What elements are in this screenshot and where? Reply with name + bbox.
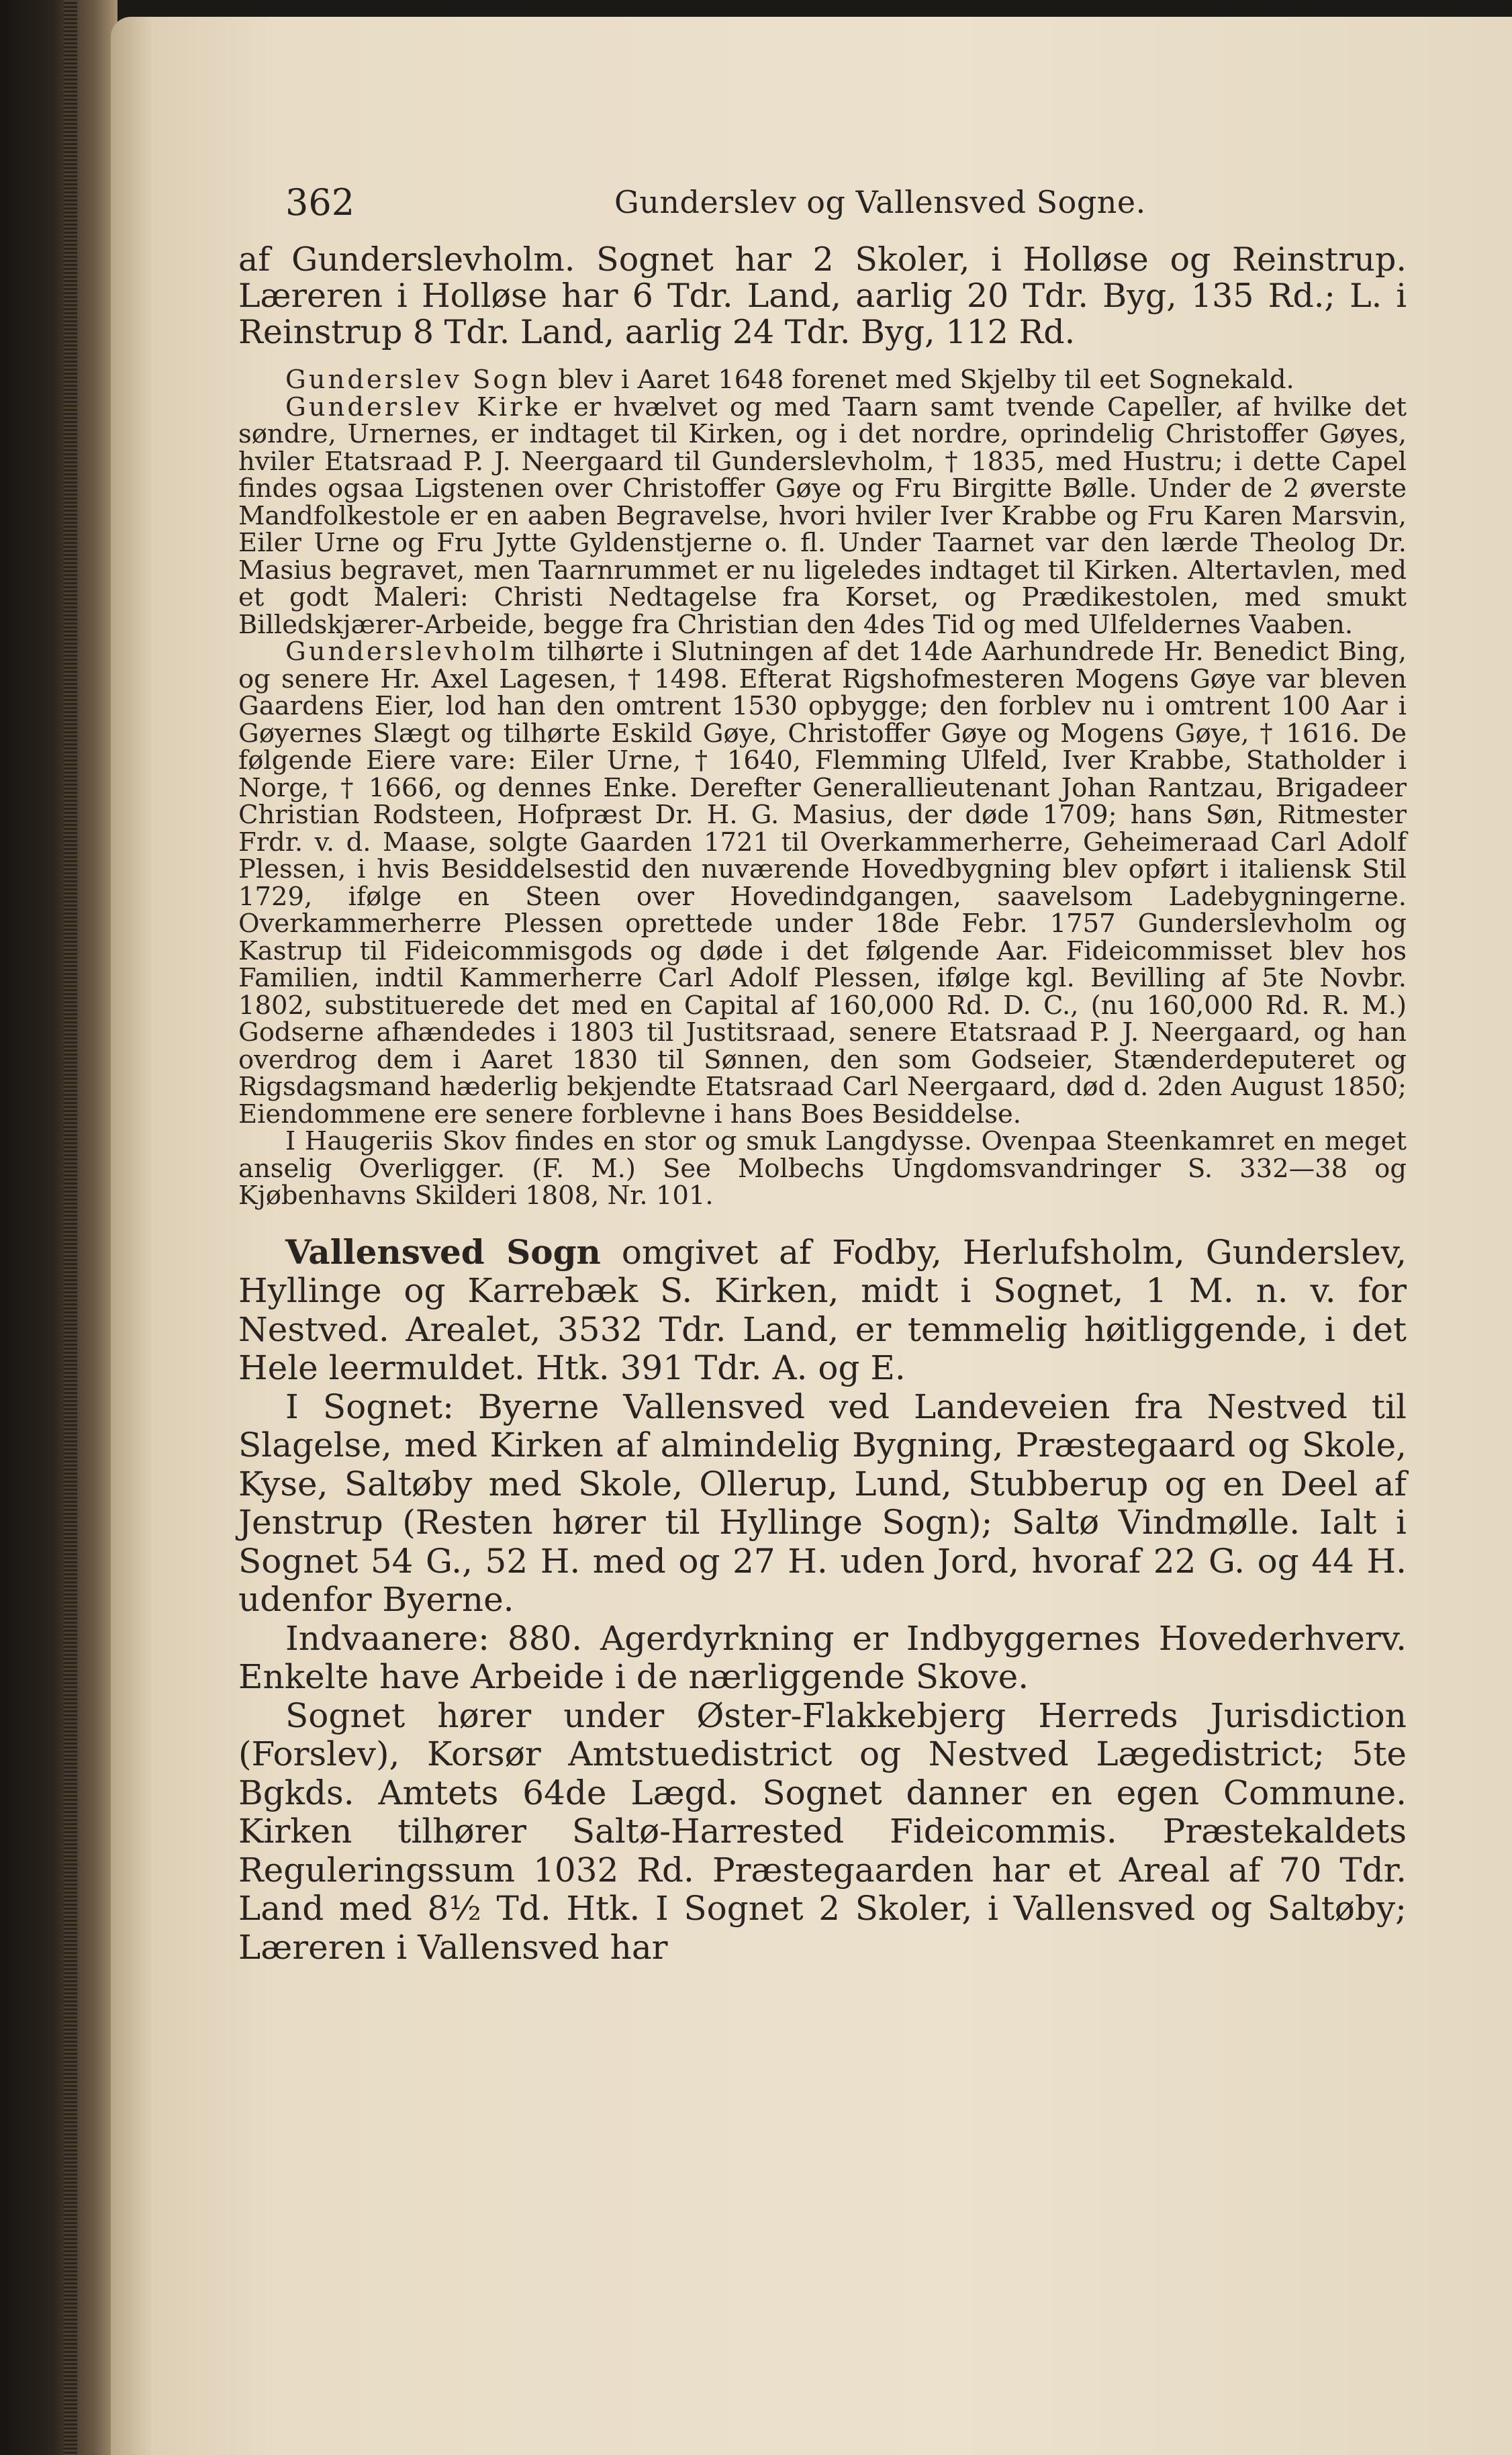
page-edges [64, 0, 77, 2455]
paragraph-gunderslevholm: Gunderslevholm tilhørte i Slutningen af det 14de Aarhundrede Hr. Benedict Bing, og senere Hr. Axel Lagesen, † 1498. Efterat Rigshofmesteren Mogens Gøye var bleven Gaardens Eier, lod han den omtrent 1530 opbygge; den forblev nu i omtrent 100 Aar i Gøyernes Slægt og tilhørte Eskild Gøye, Christoffer Gøye og Mogens Gøye, † 1616. De følgende Eiere vare: Eiler Urne, † 1640, Flemming Ulfeld, Iver Krabbe, Statholder i Norge, † 1666, og dennes Enke. Derefter Generallieutenant Johan Rantzau, Brigadeer Christian Rodsteen, Hofpræst Dr. H. G. Masius, der døde 1709; hans Søn, Ritmester Frdr. v. d. Maase, solgte Gaarden 1721 til Overkammerherre, Geheimeraad Carl Adolf Plessen, i hvis Besiddelsestid den nuværende Hovedbygning blev opført i italiensk Stil 1729, ifølge en Steen over Hovedindgangen, saavelsom Ladebygningerne. Overkammerherre Plessen oprettede under 18de Febr. 1757 Gunderslevholm og Kastrup til Fideicommisgods og døde i det følgende Aar. Fideicommisset blev hos Familien, indtil Kammerherre Carl Adolf Plessen, ifølge kgl. Bevilling af 5te Novbr. 1802, substituerede det med en Capital af 160,000 Rd. D. C., (nu 160,000 Rd. R. M.) Godserne afhændedes i 1803 til Justitsraad, senere Etatsraad P. J. Neergaard, og han overdrog dem i Aaret 1830 til Sønnen, den som Godseier, Stænderdeputeret og Rigsdagsmand hæderlig bekjendte Etatsraad Carl Neergaard, død d. 2den August 1850; Eiendommene ere senere forblevne i hans Boes Besiddelse. [238, 637, 1407, 1129]
paragraph-gunderslev-kirke: Gunderslev Kirke er hvælvet og med Taarn samt tvende Capeller, af hvilke det søndre, Urnernes, er indtaget til Kirken, og i det nordre, oprindelig Christoffer Gøyes, hviler Etatsraad P. J. Neergaard til Gunderslevholm, † 1835, med Hustru; i dette Capel findes ogsaa Ligstenen over Christoffer Gøye og Fru Birgitte Bølle. Under de 2 øverste Mandfolkestole er en aaben Begravelse, hvori hviler Iver Krabbe og Fru Karen Marsvin, Eiler Urne og Fru Jytte Gyldenstjerne o. fl. Under Taarnet var den lærde Theolog Dr. Masius begravet, men Taarnrummet er nu ligeledes indtaget til Kirken. Altertavlen, med et godt Maleri: Christi Nedtagelse fra Korset, og Prædikestolen, med smukt Billedskjærer-Arbeide, begge fra Christian den 4des Tid og med Ulfeldernes Vaaben. [238, 391, 1407, 640]
page-text [238, 181, 1407, 1967]
page-header [238, 181, 1407, 242]
paragraph-vallensved-sogn: Vallensved Sogn omgivet af Fodby, Herlufsholm, Gunderslev, Hyllinge og Karrebæk S. Kirken, midt i Sognet, 1 M. n. v. for Nestved. Arealet, 3532 Tdr. Land, er temmelig høitliggende, i det Hele leermuldet. Htk. 391 Tdr. A. og E. [238, 1232, 1407, 1387]
book-spine [0, 0, 117, 2455]
page-number: 362 [285, 181, 355, 224]
running-title: Gunderslev og Vallensved Sogne. [614, 184, 1146, 220]
paragraph-i-sognet: I Sognet: Byerne Vallensved ved Landeveien fra Nestved til Slagelse, med Kirken af almindelig Bygning, Præstegaard og Skole, Kyse, Saltøby med Skole, Ollerup, Lund, Stubberup og en Deel af Jenstrup (Resten hører til Hyllinge Sogn); Saltø Vindmølle. Ialt i Sognet 54 G., 52 H. med og 27 H. uden Jord, hvoraf 22 G. og 44 H. udenfor Byerne. [238, 1387, 1407, 1619]
paragraph-haugeriis-skov: I Haugeriis Skov findes en stor og smuk Langdysse. Ovenpaa Steenkamret en meget anselig Overligger. (F. M.) See Molbechs Ungdomsvandringer S. 332—38 og Kjøbenhavns Skilderi 1808, Nr. 101. [238, 1126, 1407, 1211]
paragraph-continuation: af Gunderslevholm. Sognet har 2 Skoler, i Holløse og Reinstrup. Læreren i Holløse har 6 Tdr. Land, aarlig 20 Tdr. Byg, 135 Rd.; L. i Reinstrup 8 Tdr. Land, aarlig 24 Tdr. Byg, 112 Rd. [238, 240, 1407, 351]
paragraph-indvaanere: Indvaanere: 880. Agerdyrkning er Indbyggernes Hovederhverv. Enkelte have Arbeide i de nærliggende Skove. [238, 1618, 1407, 1696]
paragraph-jurisdiction: Sognet hører under Øster-Flakkebjerg Herreds Jurisdiction (Forslev), Korsør Amtstuedistrict og Nestved Lægedistrict; 5te Bgkds. Amtets 64de Lægd. Sognet danner en egen Commune. Kirken tilhører Saltø-Harrested Fideicommis. Præstekaldets Reguleringssum 1032 Rd. Præstegaarden har et Areal af 70 Tdr. Land med 8½ Td. Htk. I Sognet 2 Skoler, i Vallensved og Saltøby; Læreren i Vallensved har [238, 1696, 1407, 1967]
paragraph-gunderslev-sogn: Gunderslev Sogn blev i Aaret 1648 forenet med Skjelby til eet Sognekald. [285, 365, 1294, 395]
